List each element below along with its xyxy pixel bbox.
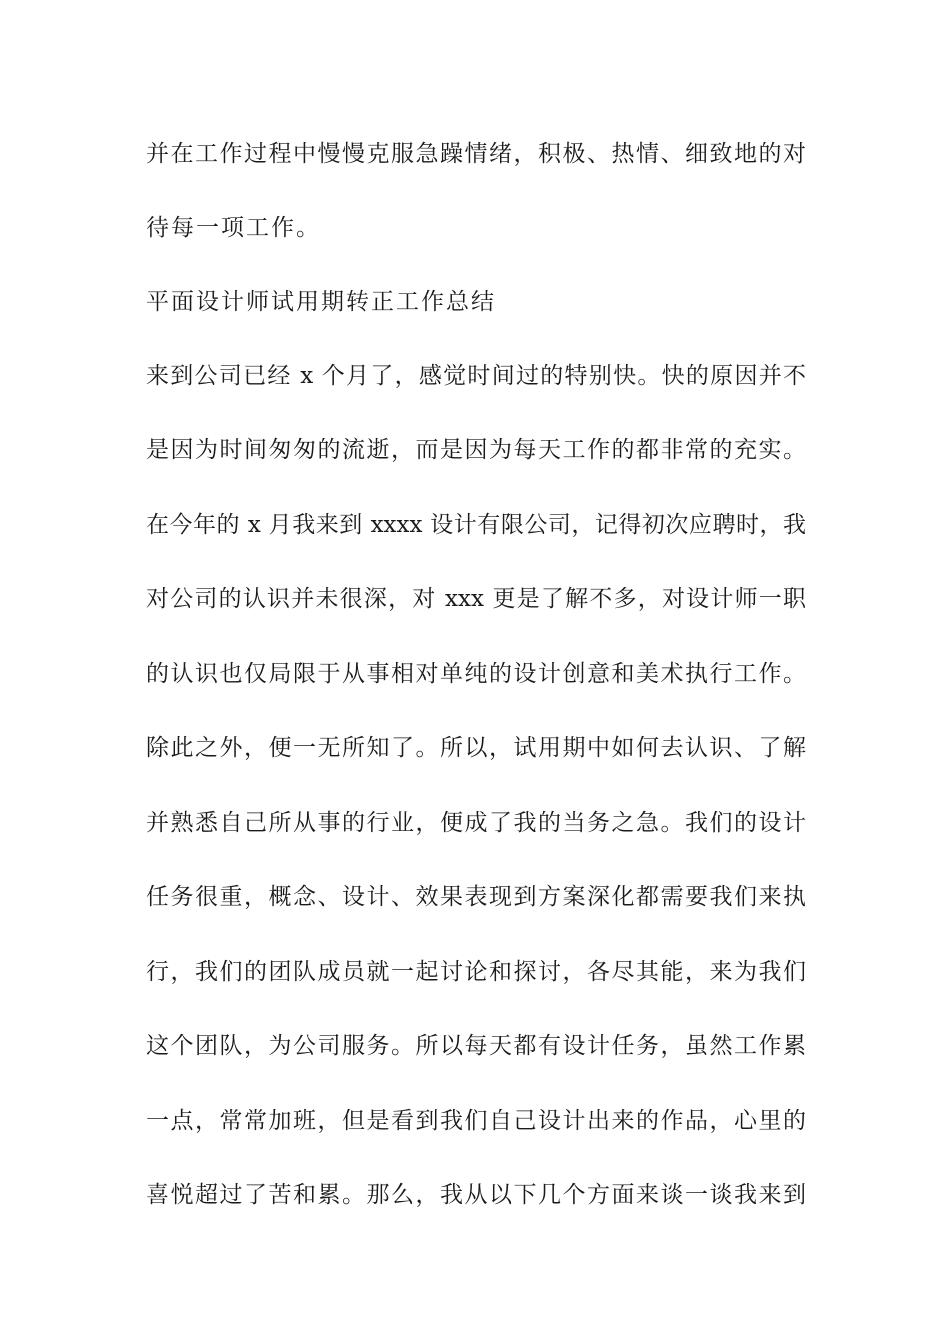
paragraph-line: 任务很重，概念、设计、效果表现到方案深化都需要我们来执	[146, 884, 806, 910]
paragraph-line: 喜悦超过了苦和累。那么，我从以下几个方面来谈一谈我来到	[146, 1182, 806, 1208]
paragraph-line: 一点，常常加班，但是看到我们自己设计出来的作品，心里的	[146, 1108, 806, 1134]
section-heading: 平面设计师试用期转正工作总结	[146, 289, 496, 315]
paragraph-line: 待每一项工作。	[146, 215, 321, 241]
paragraph-line: 对公司的认识并未很深，对 xxx 更是了解不多，对设计师一职	[146, 586, 806, 612]
paragraph-line: 并熟悉自己所从事的行业，便成了我的当务之急。我们的设计	[146, 810, 806, 836]
paragraph-line: 行，我们的团队成员就一起讨论和探讨，各尽其能，来为我们	[146, 959, 806, 985]
paragraph-line: 这个团队，为公司服务。所以每天都有设计任务，虽然工作累	[146, 1033, 806, 1059]
paragraph-line: 来到公司已经 x 个月了，感觉时间过的特别快。快的原因并不	[146, 363, 806, 389]
paragraph-line: 的认识也仅局限于从事相对单纯的设计创意和美术执行工作。	[146, 661, 806, 687]
paragraph-line: 是因为时间匆匆的流逝，而是因为每天工作的都非常的充实。	[146, 437, 806, 463]
paragraph-line: 在今年的 x 月我来到 xxxx 设计有限公司，记得初次应聘时，我	[146, 512, 806, 538]
paragraph-line: 除此之外，便一无所知了。所以，试用期中如何去认识、了解	[146, 735, 806, 761]
paragraph-line: 并在工作过程中慢慢克服急躁情绪，积极、热情、细致地的对	[146, 141, 806, 167]
